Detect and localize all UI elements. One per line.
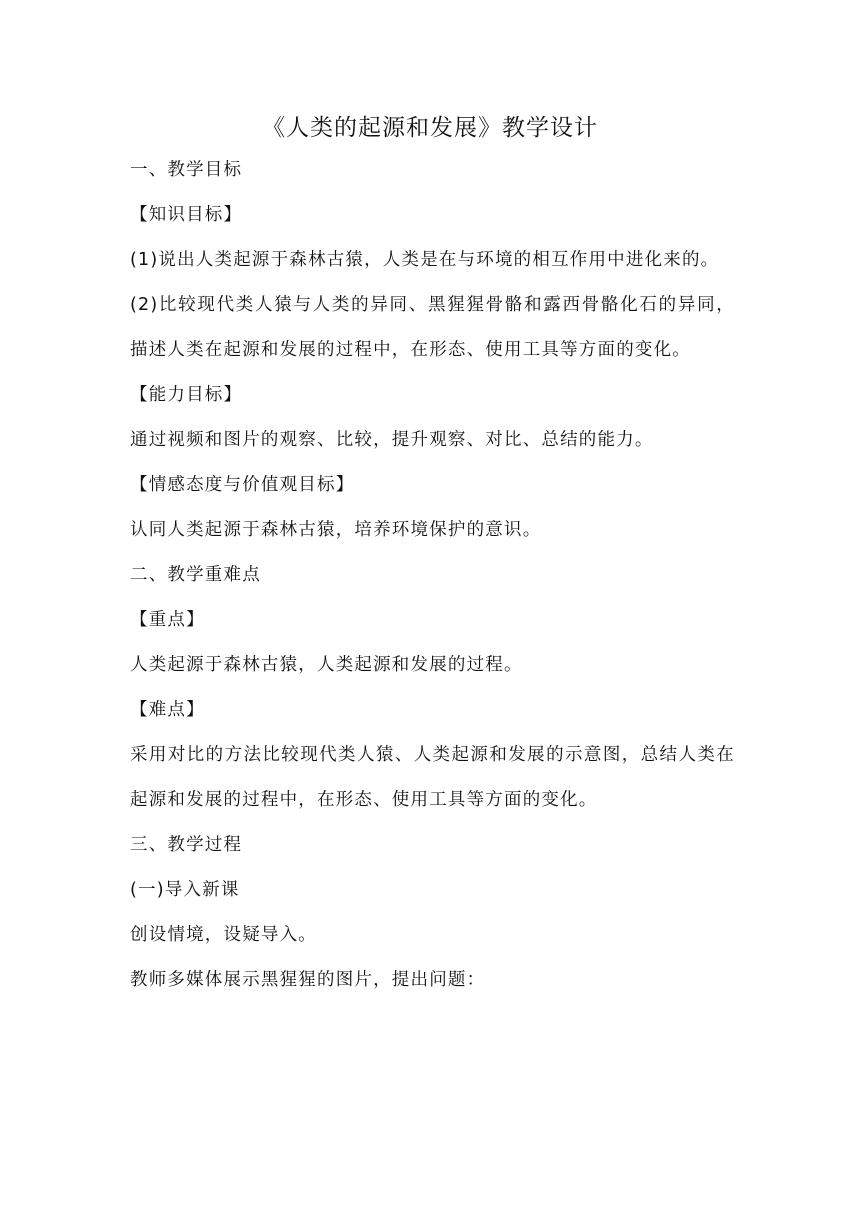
- key-point-heading: 【重点】: [130, 610, 205, 630]
- key-point-text: 人类起源于森林古猿，人类起源和发展的过程。: [130, 655, 523, 675]
- emotion-goal-heading: 【情感态度与价值观目标】: [130, 475, 355, 495]
- document-title: 《人类的起源和发展》教学设计: [262, 115, 598, 141]
- step-intro-line-1: 创设情境，设疑导入。: [130, 925, 317, 945]
- knowledge-goal-item-2: (2)比较现代类人猿与人类的异同、黑猩猩骨骼和露西骨骼化石的异同，描述人类在起源和发展的过程中，在形态、使用工具等方面的变化。: [130, 295, 735, 360]
- section-heading-key-difficult-points: 二、教学重难点: [130, 565, 261, 585]
- section-heading-teaching-goals: 一、教学目标: [130, 160, 243, 180]
- knowledge-goal-heading: 【知识目标】: [130, 205, 243, 225]
- ability-goal-text: 通过视频和图片的观察、比较，提升观察、对比、总结的能力。: [130, 430, 654, 450]
- step-heading-intro: (一)导入新课: [130, 880, 240, 900]
- step-intro-line-2: 教师多媒体展示黑猩猩的图片，提出问题：: [130, 970, 486, 990]
- knowledge-goal-item-1: (1)说出人类起源于森林古猿，人类是在与环境的相互作用中进化来的。: [130, 250, 720, 270]
- section-heading-teaching-process: 三、教学过程: [130, 835, 243, 855]
- difficult-point-text: 采用对比的方法比较现代类人猿、人类起源和发展的示意图，总结人类在起源和发展的过程中，在形态、使用工具等方面的变化。: [130, 745, 735, 810]
- document-body: [130, 148, 735, 1003]
- emotion-goal-text: 认同人类起源于森林古猿，培养环境保护的意识。: [130, 520, 542, 540]
- ability-goal-heading: 【能力目标】: [130, 385, 243, 405]
- difficult-point-heading: 【难点】: [130, 700, 205, 720]
